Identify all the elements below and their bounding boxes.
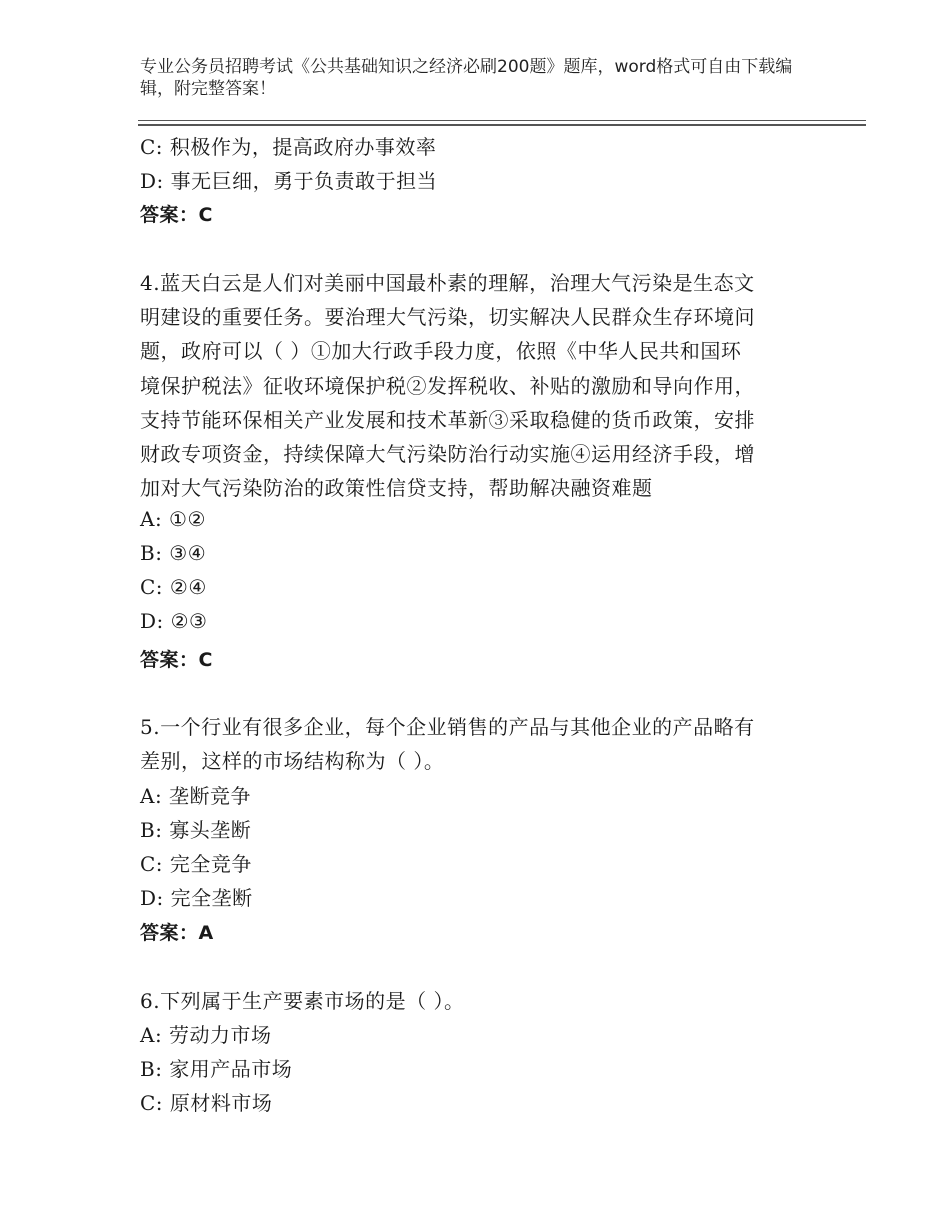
q3-option-d: D: 事无巨细，勇于负责敢于担当 — [140, 169, 438, 193]
q5-text-line-2: 差别，这样的市场结构称为（ ）。 — [140, 749, 445, 773]
q4-text-line-5: 支持节能环保相关产业发展和技术革新③采取稳健的货币政策，安排 — [140, 408, 755, 432]
header-rule-thin — [138, 120, 866, 121]
q4-option-b: B: ③④ — [140, 541, 207, 565]
q4-option-a: A: ①② — [140, 507, 206, 531]
q4-text-line-3: 题，政府可以（ ）①加大行政手段力度，依照《中华人民共和国环 — [140, 339, 742, 363]
q6-option-b: B: 家用产品市场 — [140, 1057, 293, 1081]
q5-option-b: B: 寡头垄断 — [140, 818, 252, 842]
q4-text-line-7: 加对大气污染防治的政策性信贷支持，帮助解决融资难题 — [140, 476, 653, 500]
q5-option-c: C: 完全竞争 — [140, 852, 252, 876]
q4-text-line-4: 境保护税法》征收环境保护税②发挥税收、补贴的激励和导向作用， — [140, 374, 755, 398]
q4-answer: 答案：C — [140, 649, 213, 671]
q6-option-a: A: 劳动力市场 — [140, 1023, 272, 1047]
header-rule-thick — [138, 124, 866, 126]
q4-option-d: D: ②③ — [140, 609, 208, 633]
q3-option-c: C: 积极作为，提高政府办事效率 — [140, 135, 437, 159]
q4-option-c: C: ②④ — [140, 575, 207, 599]
q6-text-line-1: 6.下列属于生产要素市场的是（ ）。 — [140, 989, 465, 1013]
q6-option-c: C: 原材料市场 — [140, 1091, 273, 1115]
q5-option-d: D: 完全垄断 — [140, 886, 253, 910]
q4-text-line-2: 明建设的重要任务。要治理大气污染，切实解决人民群众生存环境问 — [140, 305, 755, 329]
q5-option-a: A: 垄断竞争 — [140, 784, 252, 808]
q4-text-line-1: 4.蓝天白云是人们对美丽中国最朴素的理解，治理大气污染是生态文 — [140, 271, 755, 295]
q3-answer: 答案：C — [140, 204, 213, 226]
document-header: 专业公务员招聘考试《公共基础知识之经济必刷200题》题库，word格式可自由下载编辑，附完整答案！ — [140, 57, 793, 99]
q4-text-line-6: 财政专项资金，持续保障大气污染防治行动实施④运用经济手段，增 — [140, 442, 755, 466]
q5-answer: 答案：A — [140, 922, 214, 944]
q5-text-line-1: 5.一个行业有很多企业，每个企业销售的产品与其他企业的产品略有 — [140, 715, 755, 739]
